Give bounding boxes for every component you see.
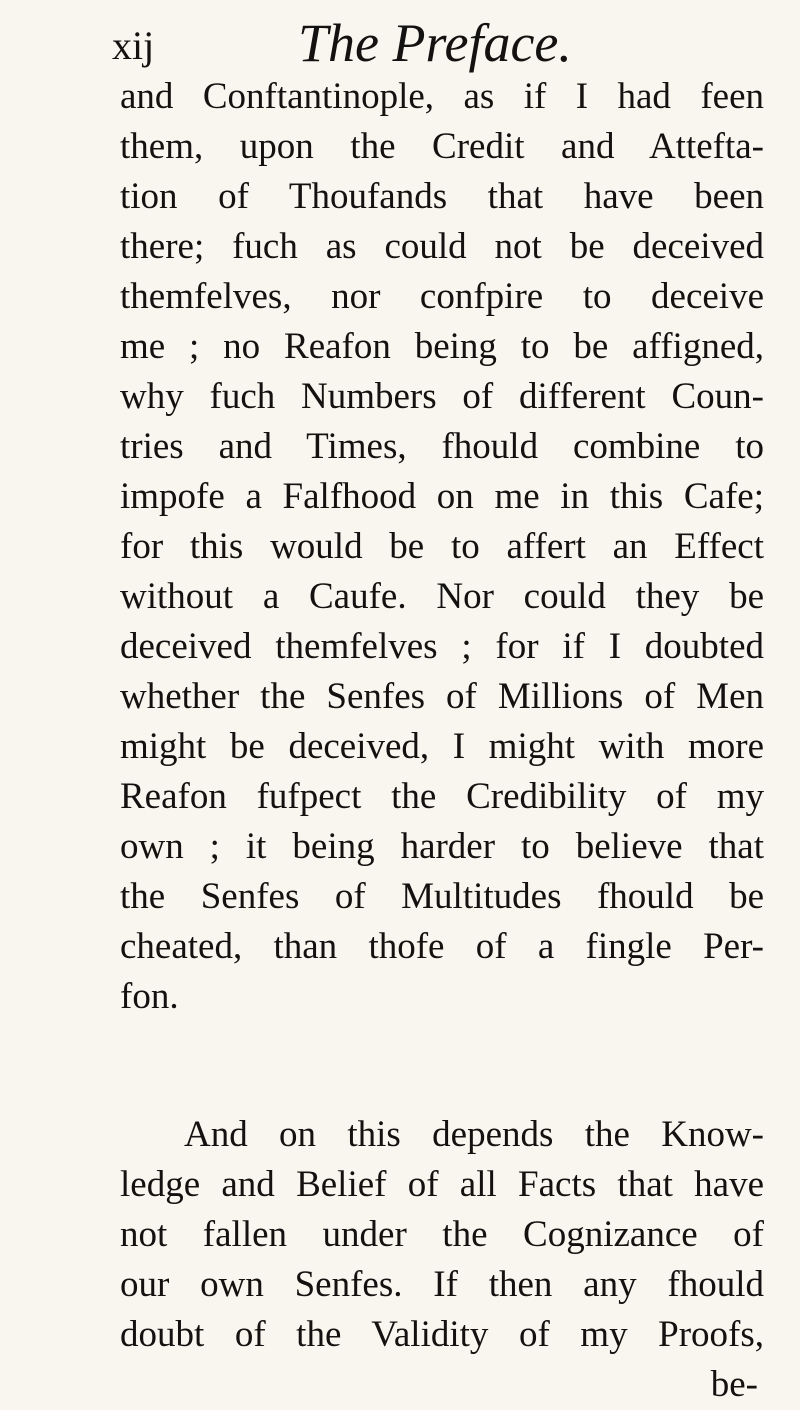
- text-line: And on this depends the Know-: [184, 1114, 764, 1155]
- text-line: fon.: [120, 976, 179, 1017]
- text-line: cheated, than thofe of a fingle Per-: [120, 926, 764, 967]
- text-line: own ; it being harder to believe that: [120, 826, 764, 867]
- text-line: me ; no Reafon being to be affigned,: [120, 326, 764, 367]
- text-line: themfelves, nor confpire to deceive: [120, 276, 764, 317]
- text-line: doubt of the Validity of my Proofs,: [120, 1314, 764, 1355]
- text-line: why fuch Numbers of different Coun-: [120, 376, 764, 417]
- text-line: our own Senfes. If then any fhould: [120, 1264, 764, 1305]
- text-line: Reafon fufpect the Credibility of my: [120, 776, 764, 817]
- text-line: might be deceived, I might with more: [120, 726, 764, 767]
- text-line: not fallen under the Cognizance of: [120, 1214, 764, 1255]
- text-line: for this would be to affert an Effect: [120, 526, 764, 567]
- text-line: there; fuch as could not be deceived: [120, 226, 764, 267]
- page-header: [112, 8, 752, 78]
- text-line: and Conftantinople, as if I had feen: [120, 76, 764, 117]
- text-line: tion of Thoufands that have been: [120, 176, 764, 217]
- running-head: The Preface.: [298, 13, 572, 73]
- catchword: be-: [710, 1364, 758, 1405]
- text-line: deceived themfelves ; for if I doubted: [120, 626, 764, 667]
- text-line: the Senfes of Multitudes fhould be: [120, 876, 764, 917]
- paragraph-1: [120, 72, 764, 1022]
- text-line: whether the Senfes of Millions of Men: [120, 676, 764, 717]
- page-number: xij: [112, 23, 155, 68]
- text-line: ledge and Belief of all Facts that have: [120, 1164, 764, 1205]
- paragraph-gap: [120, 1022, 764, 1110]
- text-line: impofe a Falfhood on me in this Cafe;: [120, 476, 764, 517]
- paragraph-2: [120, 1110, 764, 1410]
- text-line: them, upon the Credit and Attefta-: [120, 126, 764, 167]
- text-line: tries and Times, fhould combine to: [120, 426, 764, 467]
- body-text: [120, 72, 764, 1410]
- text-line: without a Caufe. Nor could they be: [120, 576, 764, 617]
